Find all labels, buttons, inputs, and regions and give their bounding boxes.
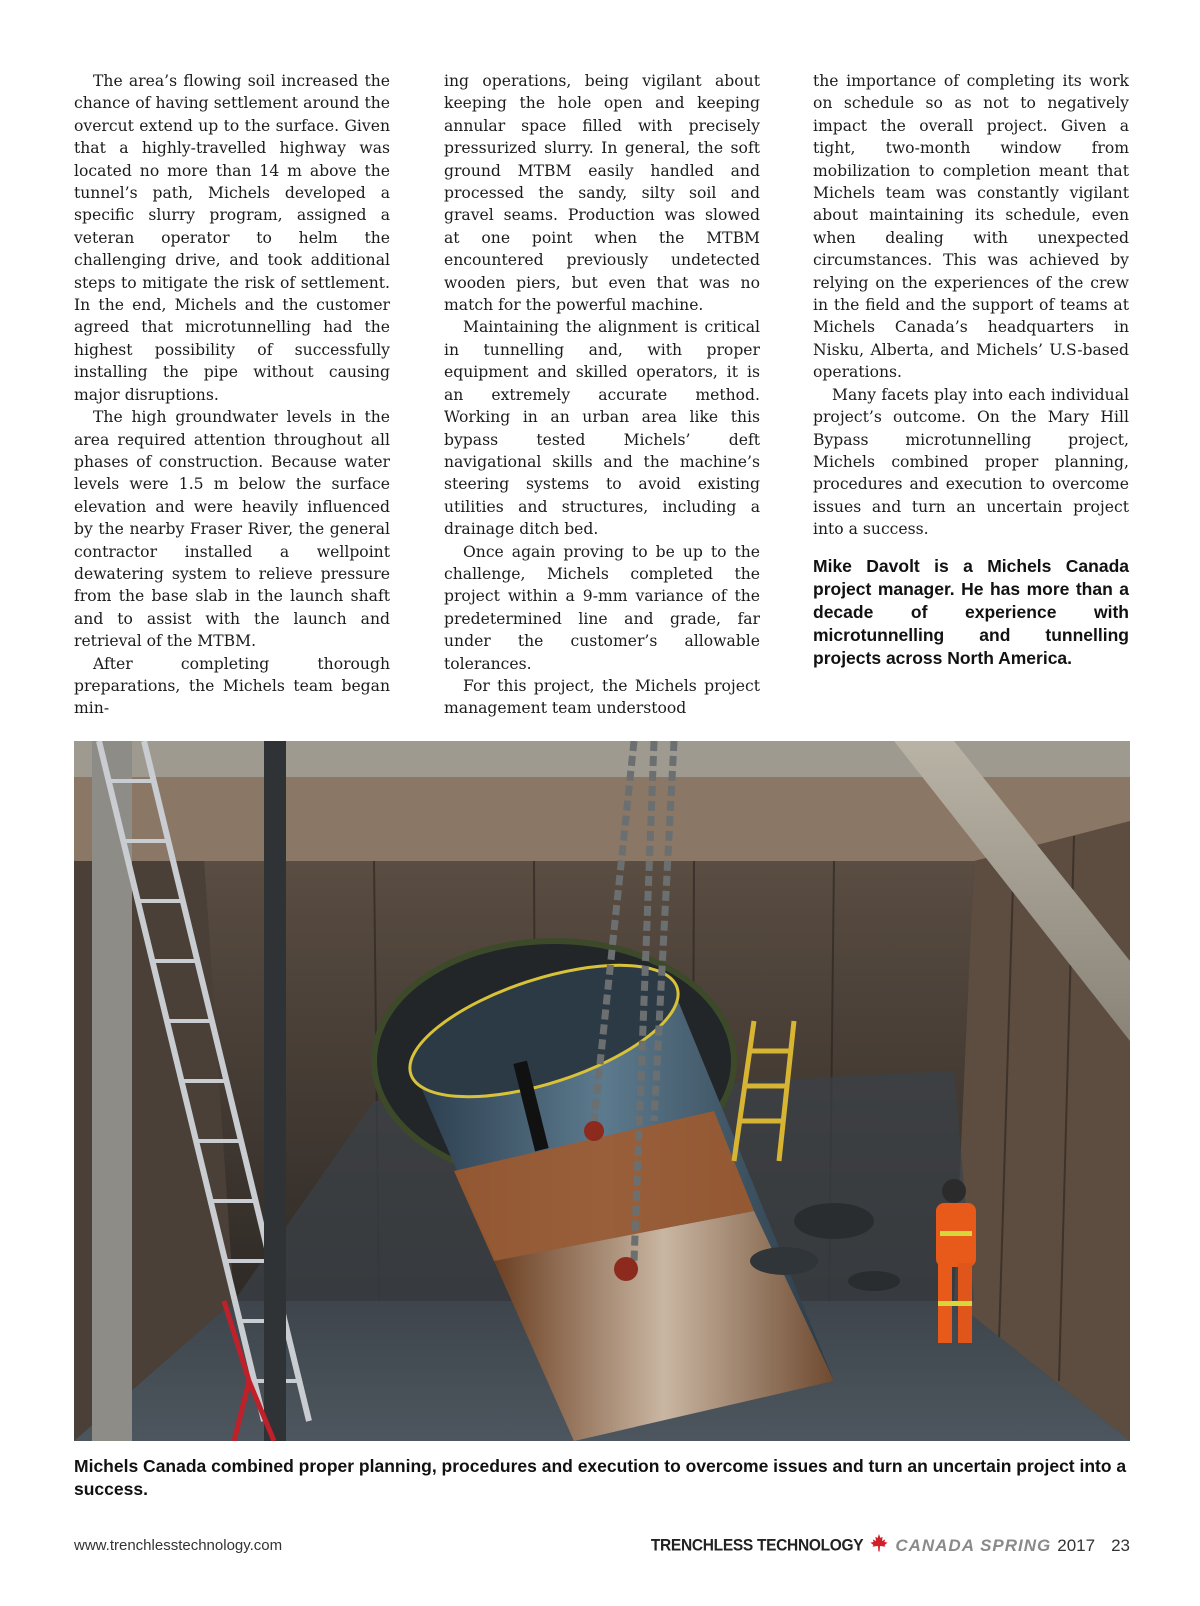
paragraph: The area’s flowing soil increased the chance of having settlement around the overcut extend up to the surface. Given that a highly-travelled highway was located no more than 14 m above the tunnel’s path, Michels developed a specific slurry program, assigned a veteran operator to helm the challenging drive, and took additional steps to mitigate the risk of settlement. In the end, Michels and the customer agreed that microtunnelling had the highest possibility of successfully installing the pipe without causing major disruptions.: [74, 72, 390, 404]
maple-leaf-icon: [869, 1533, 889, 1558]
text-column-1: [74, 70, 390, 720]
magazine-brand: TRENCHLESS TECHNOLOGY: [650, 1535, 864, 1555]
footer-url[interactable]: www.trenchlesstechnology.com: [74, 1537, 283, 1554]
photo-illustration: [74, 741, 1130, 1441]
paragraph: The high groundwater levels in the area required attention throughout all phases of construction. Because water levels were 1.5 m below the surface elevation and were heavily influenced by the nearby Fraser River, the general contractor installed a wellpoint dewatering system to relieve pressure from the base slab in the launch shaft and to assist with the launch and retrieval of the MTBM.: [74, 408, 390, 651]
paragraph: the importance of completing its work on schedule so as not to negatively impact the overall project. Given a tight, two-month window from mobilization to completion meant that Michels team was constantly vigilant about maintaining its schedule, even when dealing with unexpected circumstances. This was achieved by relying on the experiences of the crew in the field and the support of teams at Michels Canada’s headquarters in Nisku, Alberta, and Michels’ U.S-based operations.: [813, 72, 1129, 382]
edition-year: 2017: [1057, 1535, 1096, 1555]
photo-caption: Michels Canada combined proper planning, procedures and execution to overcome issues and turn an uncertain project into a success.: [74, 1456, 1127, 1499]
page-number: 23: [1111, 1535, 1130, 1555]
footer-masthead: [651, 1533, 1130, 1558]
paragraph: After completing thorough preparations, the Michels team began min-: [74, 654, 390, 718]
text-column-3: [813, 70, 1129, 670]
author-bio: Mike Davolt is a Michels Canada project manager. He has more than a decade of experience with microtunnelling and tunnelling projects across North America.: [813, 555, 1129, 668]
paragraph: Maintaining the alignment is critical in tunnelling and, with proper equipment and skilled operators, it is an extremely accurate method. Working in an urban area like this bypass tested Michels’ deft navigational skills and the machine’s steering systems to avoid existing utilities and structures, including a drainage ditch bed.: [444, 318, 760, 539]
paragraph: Once again proving to be up to the challenge, Michels completed the project within a 9-mm variance of the predetermined line and grade, far under the customer’s allowable tolerances.: [444, 542, 760, 673]
text-column-2: [444, 70, 760, 720]
edition-label: CANADA SPRING: [895, 1535, 1052, 1555]
photo-launch-shaft: [74, 741, 1130, 1441]
paragraph: ing operations, being vigilant about keeping the hole open and keeping annular space filled with precisely pressurized slurry. In general, the soft ground MTBM easily handled and processed the sandy, silty soil and gravel seams. Production was slowed at one point when the MTBM encountered previously undetected wooden piers, but even that was no match for the powerful machine.: [444, 72, 760, 315]
paragraph: Many facets play into each individual project’s outcome. On the Mary Hill Bypass microtunnelling project, Michels combined proper planning, procedures and execution to overcome issues and turn an uncertain project into a success.: [813, 385, 1129, 539]
paragraph: For this project, the Michels project management team understood: [444, 676, 760, 718]
